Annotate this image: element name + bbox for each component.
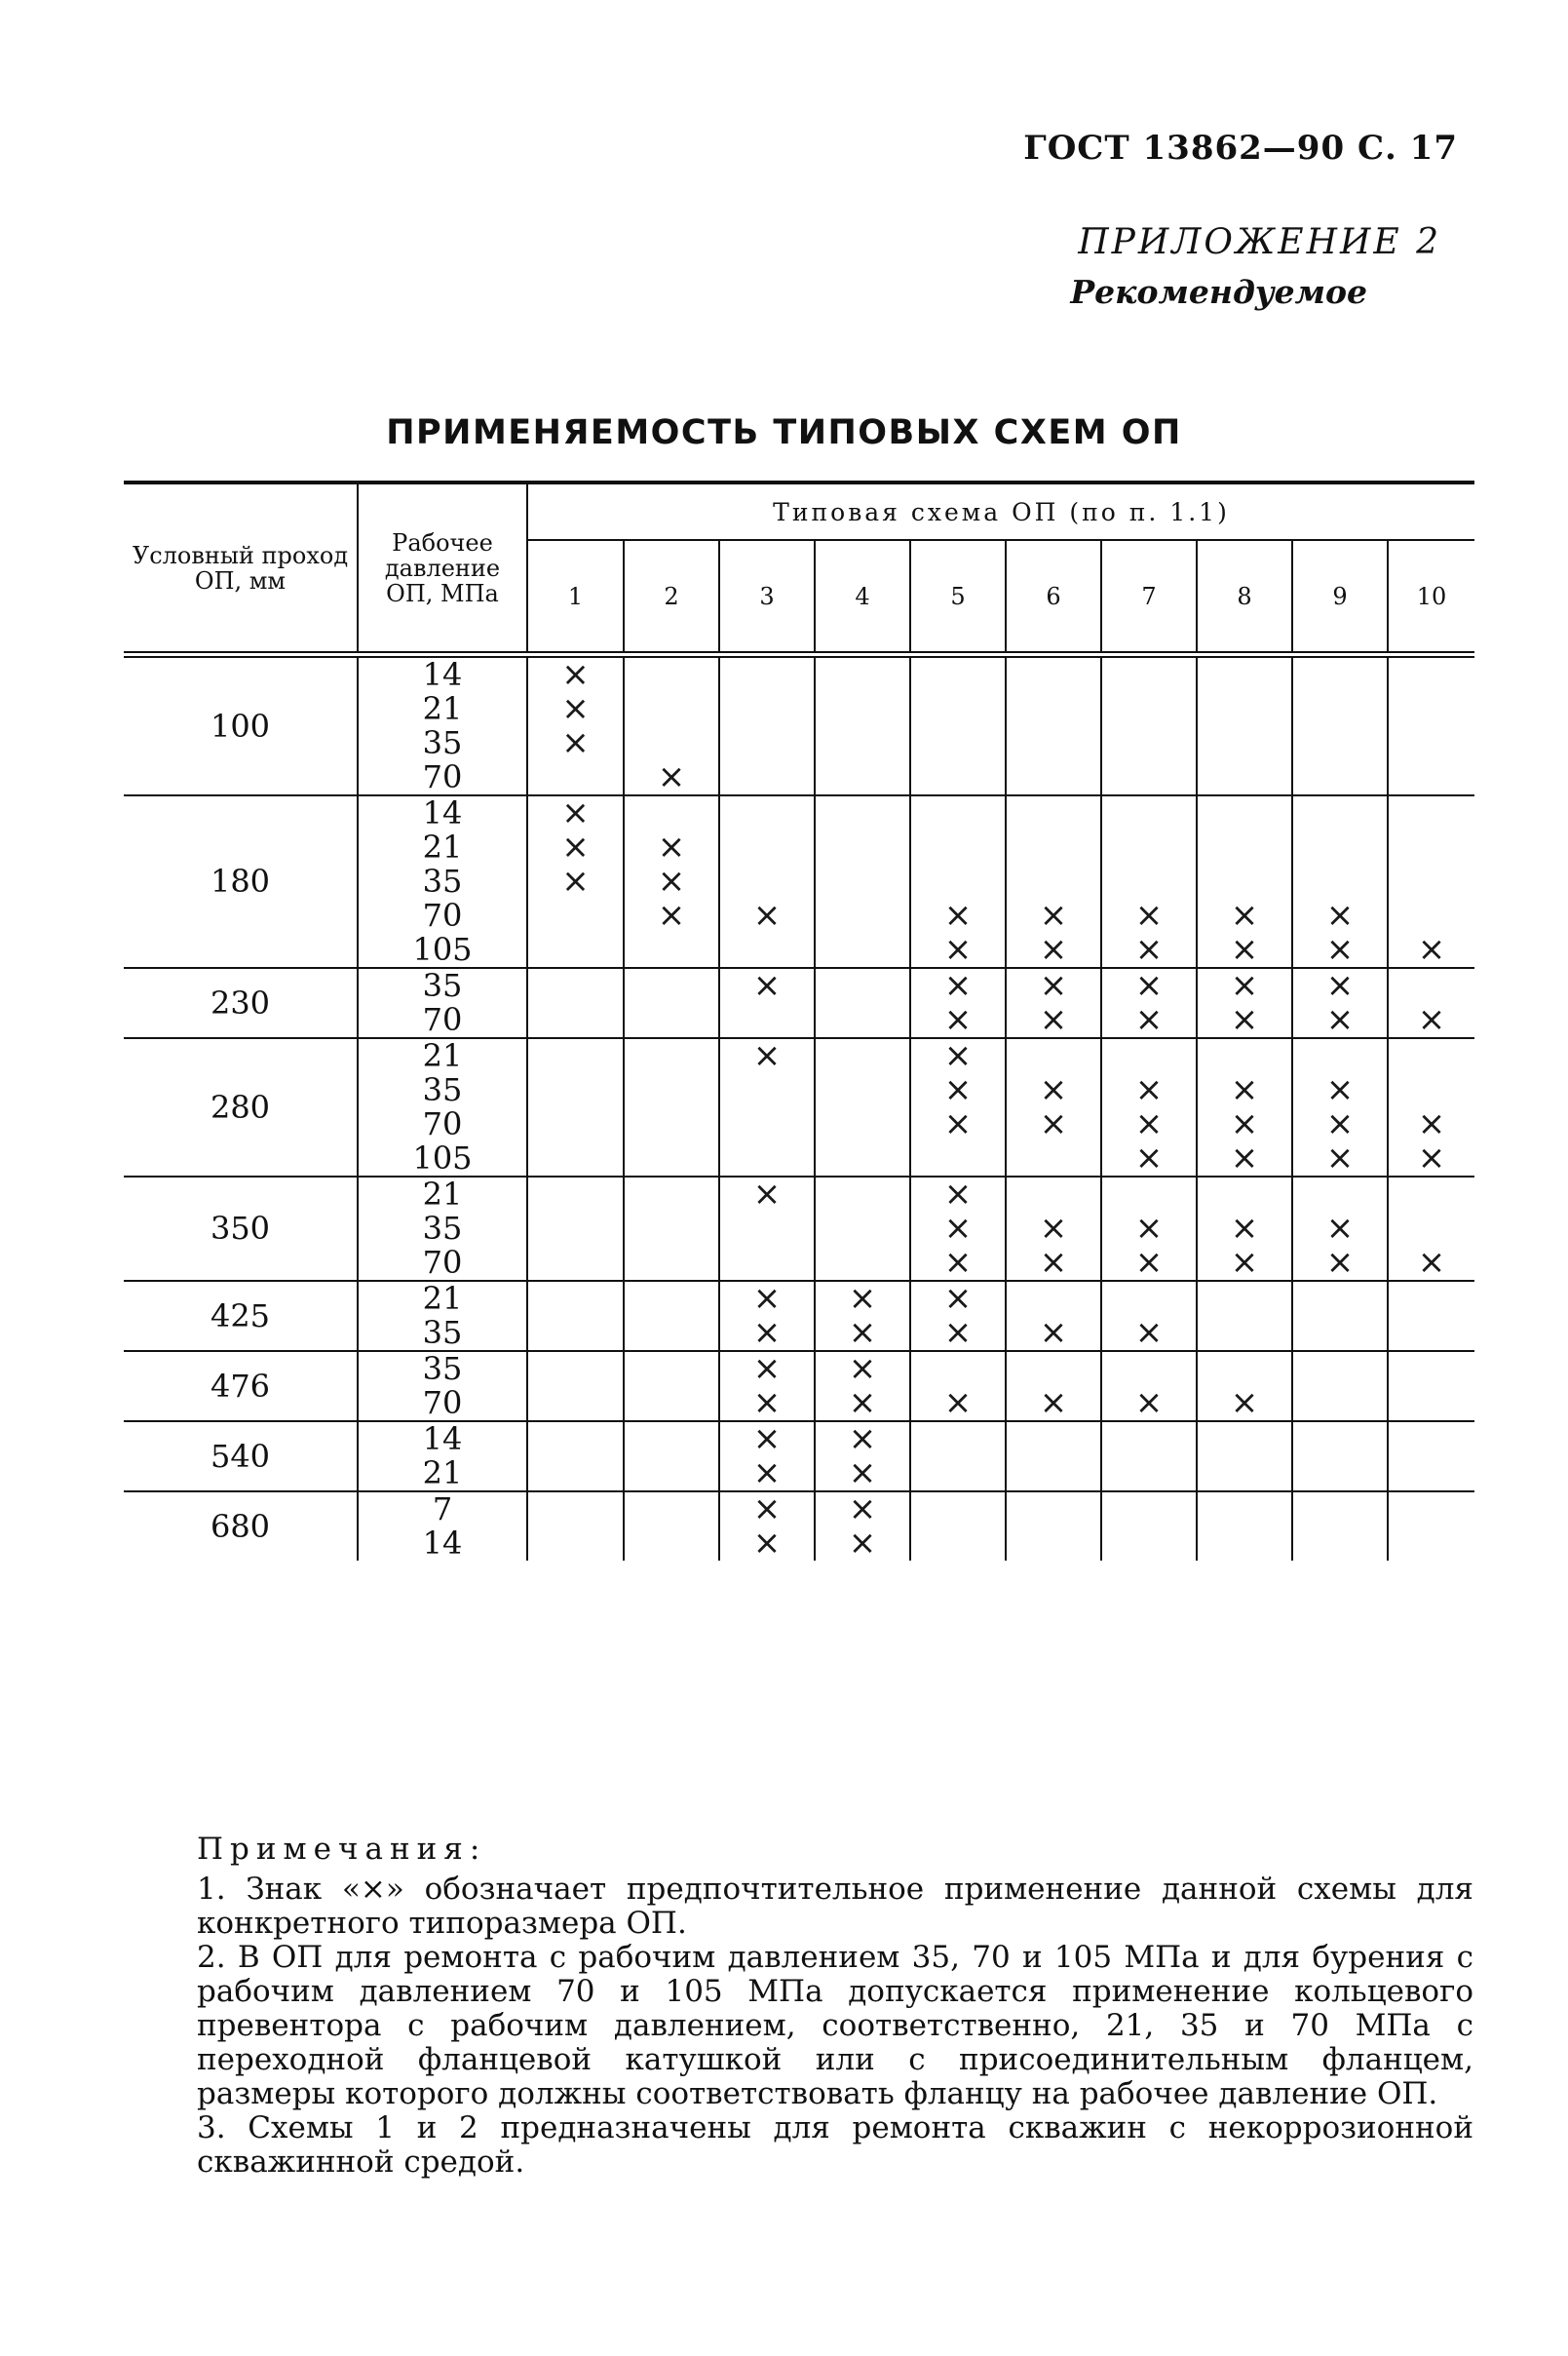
pressure-cell	[358, 1177, 527, 1281]
scheme-8-cell	[1197, 795, 1292, 968]
appendix-label: ПРИЛОЖЕНИЕ 2	[1078, 222, 1441, 262]
mark-cross: ×	[943, 1383, 973, 1422]
scheme-number-10: 10	[1388, 540, 1474, 655]
mark-cross: ×	[1230, 1383, 1259, 1422]
pressure-value: 21	[422, 829, 463, 866]
mark-cross: ×	[1134, 1383, 1164, 1422]
note-1: 1. Знак «×» обозначает предпочтительное применение данной схемы для конкретного типоразмера ОП.	[197, 1872, 1473, 1941]
scheme-3-cell	[719, 1281, 815, 1351]
table-row	[124, 968, 1474, 1038]
mark-cross: ×	[848, 1453, 877, 1492]
mark-cross: ×	[1039, 1070, 1068, 1109]
mark-cross: ×	[1325, 966, 1355, 1005]
pressure-value: 21	[422, 1176, 463, 1213]
pressure-value: 35	[422, 1350, 463, 1387]
pressure-value: 35	[422, 1210, 463, 1247]
scheme-4-cell	[815, 1351, 910, 1421]
scheme-1-cell	[527, 968, 624, 1038]
header-scheme-group: Типовая схема ОП (по п. 1.1)	[527, 484, 1474, 540]
mark-cross: ×	[848, 1524, 877, 1563]
pressure-value: 35	[422, 967, 463, 1004]
mark-cross: ×	[1039, 896, 1068, 935]
mark-cross: ×	[1325, 896, 1355, 935]
mark-cross: ×	[943, 1000, 973, 1039]
pressure-value: 7	[432, 1490, 453, 1527]
standard-reference: ГОСТ 13862—90 С. 17	[1023, 129, 1458, 168]
pressure-cell	[358, 1491, 527, 1561]
header-diameter: Условный проход ОП, мм	[132, 541, 349, 595]
note-2: 2. В ОП для ремонта с рабочим давлением 35, 70 и 105 МПа и для бурения с рабочим давлением 70 и 105 МПа допускается применение кольцевого превентора с рабочим давлением, соответственно, 21, 35 и 70 МПа с переходной фланцевой катушкой или с присоединительным фланцем, размеры которого должны соответствовать фланцу на рабочее давление ОП.	[197, 1940, 1473, 2111]
pressure-cell	[358, 1351, 527, 1421]
scheme-5-cell	[910, 658, 1006, 795]
mark-cross: ×	[1417, 1243, 1446, 1282]
scheme-2-cell	[624, 658, 719, 795]
mark-cross: ×	[1134, 1104, 1164, 1143]
pressure-value: 105	[412, 1139, 473, 1177]
pressure-value: 35	[422, 724, 463, 761]
diameter-cell: 280	[124, 1038, 358, 1177]
mark-cross: ×	[943, 930, 973, 969]
mark-cross: ×	[943, 1279, 973, 1318]
scheme-10-cell	[1388, 1421, 1474, 1491]
scheme-3-cell	[719, 1421, 815, 1491]
scheme-2-cell	[624, 1351, 719, 1421]
scheme-8-cell	[1197, 658, 1292, 795]
mark-cross: ×	[1134, 930, 1164, 969]
mark-cross: ×	[657, 757, 686, 796]
scheme-7-cell	[1101, 968, 1197, 1038]
scheme-4-cell	[815, 1038, 910, 1177]
scheme-number-3: 3	[719, 540, 815, 655]
scheme-10-cell	[1388, 1491, 1474, 1561]
scheme-9-cell	[1292, 968, 1388, 1038]
diameter-cell: 476	[124, 1351, 358, 1421]
scheme-4-cell	[815, 1281, 910, 1351]
mark-cross: ×	[752, 1383, 782, 1422]
scheme-8-cell	[1197, 1421, 1292, 1491]
pressure-value: 14	[422, 794, 463, 831]
scheme-5-cell	[910, 1351, 1006, 1421]
scheme-3-cell	[719, 658, 815, 795]
mark-cross: ×	[1039, 1104, 1068, 1143]
scheme-8-cell	[1197, 1281, 1292, 1351]
scheme-6-cell	[1006, 1421, 1101, 1491]
mark-cross: ×	[752, 1349, 782, 1388]
appendix-sublabel: Рекомендуемое	[1070, 273, 1367, 311]
table-row	[124, 1177, 1474, 1281]
scheme-1-cell	[527, 1421, 624, 1491]
mark-cross: ×	[657, 828, 686, 867]
scheme-8-cell	[1197, 968, 1292, 1038]
mark-cross: ×	[1039, 1209, 1068, 1248]
pressure-value: 70	[422, 758, 463, 795]
pressure-value: 35	[422, 863, 463, 900]
mark-cross: ×	[1230, 966, 1259, 1005]
scheme-5-cell	[910, 1421, 1006, 1491]
scheme-8-cell	[1197, 1351, 1292, 1421]
scheme-7-cell	[1101, 1177, 1197, 1281]
scheme-5-cell	[910, 1177, 1006, 1281]
pressure-value: 70	[422, 897, 463, 934]
scheme-2-cell	[624, 1177, 719, 1281]
pressure-value: 105	[412, 931, 473, 968]
scheme-9-cell	[1292, 795, 1388, 968]
scheme-6-cell	[1006, 1177, 1101, 1281]
mark-cross: ×	[1230, 1104, 1259, 1143]
mark-cross: ×	[752, 1036, 782, 1075]
scheme-4-cell	[815, 1421, 910, 1491]
mark-cross: ×	[1417, 1000, 1446, 1039]
scheme-1-cell	[527, 655, 624, 795]
scheme-9-cell	[1292, 1281, 1388, 1351]
mark-cross: ×	[752, 1313, 782, 1352]
scheme-number-4: 4	[815, 540, 910, 655]
mark-cross: ×	[943, 966, 973, 1005]
table-row	[124, 1351, 1474, 1421]
scheme-4-cell	[815, 968, 910, 1038]
mark-cross: ×	[848, 1383, 877, 1422]
pressure-cell	[358, 968, 527, 1038]
scheme-number-2: 2	[624, 540, 719, 655]
mark-cross: ×	[657, 862, 686, 901]
mark-cross: ×	[1039, 1000, 1068, 1039]
pressure-value: 70	[422, 1244, 463, 1281]
scheme-8-cell	[1197, 1038, 1292, 1177]
pressure-cell	[358, 1421, 527, 1491]
scheme-4-cell	[815, 795, 910, 968]
mark-cross: ×	[943, 896, 973, 935]
pressure-value: 70	[422, 1001, 463, 1038]
scheme-1-cell	[527, 1038, 624, 1177]
pressure-cell	[358, 1038, 527, 1177]
scheme-6-cell	[1006, 1351, 1101, 1421]
mark-cross: ×	[943, 1313, 973, 1352]
mark-cross: ×	[943, 1243, 973, 1282]
diameter-cell: 680	[210, 1507, 271, 1545]
scheme-5-cell	[910, 968, 1006, 1038]
mark-cross: ×	[1325, 1104, 1355, 1143]
scheme-1-cell	[527, 1177, 624, 1281]
pressure-value: 21	[422, 1454, 463, 1491]
mark-cross: ×	[752, 1175, 782, 1214]
mark-cross: ×	[1134, 1070, 1164, 1109]
diameter-cell: 540	[124, 1421, 358, 1491]
table-row	[124, 1491, 1474, 1561]
mark-cross: ×	[1417, 1139, 1446, 1178]
scheme-number-1: 1	[527, 540, 624, 655]
scheme-6-cell	[1006, 1491, 1101, 1561]
pressure-value: 14	[422, 1525, 463, 1562]
scheme-7-cell	[1101, 1351, 1197, 1421]
scheme-10-cell	[1388, 968, 1474, 1038]
mark-cross: ×	[1325, 1243, 1355, 1282]
pressure-value: 70	[422, 1105, 463, 1142]
mark-cross: ×	[1134, 966, 1164, 1005]
scheme-10-cell	[1388, 1038, 1474, 1177]
mark-cross: ×	[1134, 1209, 1164, 1248]
scheme-7-cell	[1101, 1491, 1197, 1561]
note-3: 3. Схемы 1 и 2 предназначены для ремонта скважин с некоррозионной скважинной средой.	[197, 2110, 1473, 2180]
scheme-9-cell	[1292, 658, 1388, 795]
mark-cross: ×	[1134, 1139, 1164, 1178]
mark-cross: ×	[561, 828, 590, 867]
mark-cross: ×	[752, 1524, 782, 1563]
mark-cross: ×	[561, 655, 590, 694]
scheme-8-cell	[1197, 1491, 1292, 1561]
scheme-6-cell	[1006, 658, 1101, 795]
scheme-number-8: 8	[1197, 540, 1292, 655]
mark-cross: ×	[1230, 930, 1259, 969]
scheme-6-cell	[1006, 1038, 1101, 1177]
scheme-9-cell	[1292, 1351, 1388, 1421]
mark-cross: ×	[752, 1419, 782, 1458]
mark-cross: ×	[1230, 1070, 1259, 1109]
scheme-1-cell	[527, 1281, 624, 1351]
mark-cross: ×	[752, 896, 782, 935]
diameter-cell: 180	[124, 795, 358, 968]
scheme-number-7: 7	[1101, 540, 1197, 655]
mark-cross: ×	[752, 1489, 782, 1528]
mark-cross: ×	[1230, 1243, 1259, 1282]
pressure-value: 14	[422, 1420, 463, 1457]
mark-cross: ×	[943, 1104, 973, 1143]
mark-cross: ×	[1325, 1000, 1355, 1039]
scheme-2-cell	[624, 1281, 719, 1351]
scheme-4-cell	[815, 1177, 910, 1281]
scheme-1-cell	[527, 1351, 624, 1421]
scheme-7-cell	[1101, 658, 1197, 795]
mark-cross: ×	[1325, 1139, 1355, 1178]
scheme-1-cell	[527, 1491, 624, 1561]
scheme-10-cell	[1388, 1351, 1474, 1421]
diameter-cell: 100	[124, 658, 358, 795]
header-pressure: Рабочее давление ОП, МПа	[358, 484, 527, 655]
mark-cross: ×	[943, 1036, 973, 1075]
scheme-7-cell	[1101, 1281, 1197, 1351]
mark-cross: ×	[1039, 930, 1068, 969]
diameter-cell: 230	[124, 968, 358, 1038]
scheme-2-cell	[624, 1038, 719, 1177]
scheme-5-cell	[910, 795, 1006, 968]
scheme-number-9: 9	[1292, 540, 1388, 655]
mark-cross: ×	[848, 1279, 877, 1318]
mark-cross: ×	[1134, 1000, 1164, 1039]
scheme-7-cell	[1101, 1421, 1197, 1491]
table-row	[124, 1281, 1474, 1351]
pressure-cell	[358, 795, 527, 968]
mark-cross: ×	[848, 1419, 877, 1458]
scheme-7-cell	[1101, 1038, 1197, 1177]
mark-cross: ×	[1039, 1313, 1068, 1352]
scheme-6-cell	[1006, 795, 1101, 968]
mark-cross: ×	[943, 1070, 973, 1109]
mark-cross: ×	[657, 896, 686, 935]
table-row	[124, 1038, 1474, 1177]
scheme-1-cell	[527, 795, 624, 968]
mark-cross: ×	[561, 723, 590, 762]
mark-cross: ×	[1325, 1209, 1355, 1248]
applicability-table	[124, 481, 1474, 1561]
pressure-value: 35	[422, 1314, 463, 1351]
mark-cross: ×	[943, 1175, 973, 1214]
pressure-value: 21	[422, 1280, 463, 1317]
diameter-cell: 350	[124, 1177, 358, 1281]
mark-cross: ×	[752, 1453, 782, 1492]
mark-cross: ×	[1039, 1243, 1068, 1282]
pressure-value: 21	[422, 690, 463, 727]
notes-title: Примечания:	[197, 1832, 487, 1867]
mark-cross: ×	[1230, 1209, 1259, 1248]
pressure-value: 21	[422, 1037, 463, 1074]
mark-cross: ×	[561, 793, 590, 832]
mark-cross: ×	[1325, 930, 1355, 969]
scheme-2-cell	[624, 1491, 719, 1561]
scheme-4-cell	[815, 658, 910, 795]
scheme-number-5: 5	[910, 540, 1006, 655]
scheme-3-cell	[719, 1351, 815, 1421]
scheme-5-cell	[910, 1281, 1006, 1351]
scheme-3-cell	[719, 968, 815, 1038]
mark-cross: ×	[1230, 896, 1259, 935]
mark-cross: ×	[1230, 1139, 1259, 1178]
scheme-9-cell	[1292, 1038, 1388, 1177]
notes	[197, 1833, 1473, 2180]
pressure-value: 14	[422, 656, 463, 693]
mark-cross: ×	[1134, 1243, 1164, 1282]
pressure-value: 70	[422, 1384, 463, 1421]
mark-cross: ×	[848, 1349, 877, 1388]
scheme-10-cell	[1388, 658, 1474, 795]
scheme-10-cell	[1388, 795, 1474, 968]
pressure-cell	[358, 1281, 527, 1351]
mark-cross: ×	[1417, 1104, 1446, 1143]
scheme-6-cell	[1006, 968, 1101, 1038]
mark-cross: ×	[561, 862, 590, 901]
scheme-3-cell	[719, 1038, 815, 1177]
scheme-6-cell	[1006, 1281, 1101, 1351]
mark-cross: ×	[561, 689, 590, 728]
mark-cross: ×	[1039, 1383, 1068, 1422]
mark-cross: ×	[943, 1209, 973, 1248]
diameter-cell: 425	[124, 1281, 358, 1351]
mark-cross: ×	[1134, 1313, 1164, 1352]
scheme-3-cell	[719, 795, 815, 968]
scheme-9-cell	[1292, 1177, 1388, 1281]
scheme-5-cell	[910, 1491, 1006, 1561]
scheme-2-cell	[624, 795, 719, 968]
scheme-5-cell	[910, 1038, 1006, 1177]
mark-cross: ×	[752, 966, 782, 1005]
scheme-9-cell	[1292, 1421, 1388, 1491]
scheme-3-cell	[719, 1491, 815, 1561]
mark-cross: ×	[1134, 896, 1164, 935]
mark-cross: ×	[1230, 1000, 1259, 1039]
pressure-cell	[358, 658, 527, 795]
scheme-9-cell	[1292, 1491, 1388, 1561]
scheme-4-cell	[815, 1491, 910, 1561]
scheme-7-cell	[1101, 795, 1197, 968]
mark-cross: ×	[1325, 1070, 1355, 1109]
mark-cross: ×	[1417, 930, 1446, 969]
pressure-value: 35	[422, 1071, 463, 1108]
mark-cross: ×	[752, 1279, 782, 1318]
scheme-10-cell	[1388, 1281, 1474, 1351]
mark-cross: ×	[848, 1313, 877, 1352]
scheme-10-cell	[1388, 1177, 1474, 1281]
table-row	[124, 1421, 1474, 1491]
mark-cross: ×	[1039, 966, 1068, 1005]
scheme-3-cell	[719, 1177, 815, 1281]
scheme-number-6: 6	[1006, 540, 1101, 655]
table-row	[124, 795, 1474, 968]
table-title: ПРИМЕНЯЕМОСТЬ ТИПОВЫХ СХЕМ ОП	[386, 413, 1182, 452]
mark-cross: ×	[848, 1489, 877, 1528]
table-row	[124, 658, 1474, 795]
scheme-2-cell	[624, 968, 719, 1038]
scheme-8-cell	[1197, 1177, 1292, 1281]
scheme-2-cell	[624, 1421, 719, 1491]
